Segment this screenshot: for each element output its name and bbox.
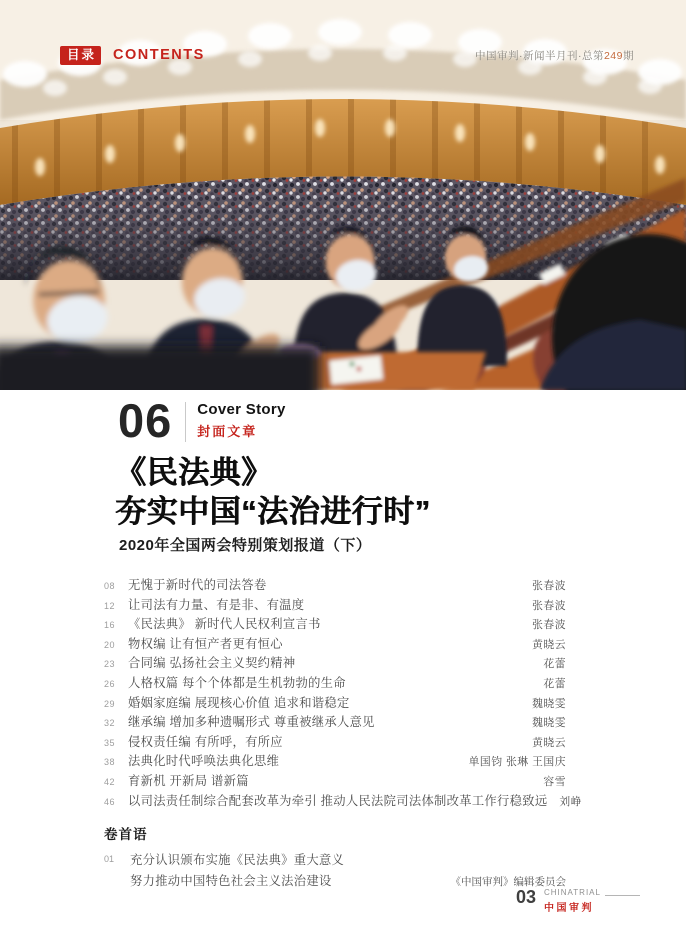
preface-page: 01 <box>104 854 115 864</box>
page-footer <box>516 888 640 914</box>
article-page: 26 <box>104 678 116 689</box>
article-page: 35 <box>104 737 116 748</box>
article-page: 32 <box>104 718 116 729</box>
article-row <box>104 712 566 732</box>
issue-info <box>475 48 634 63</box>
cover-story-label-en: Cover Story <box>197 401 286 418</box>
cover-story-title-line2: 夯实中国“法治进行时” <box>115 494 431 530</box>
article-row <box>104 575 566 595</box>
article-author: 花蕾 <box>543 677 566 690</box>
article-title: 《民法典》 新时代人民权利宣言书 <box>128 617 321 632</box>
cover-story-subtitle: 2020年全国两会特别策划报道（下） <box>119 537 372 554</box>
folio-page-number: 03 <box>515 887 536 907</box>
article-title: 以司法责任制综合配套改革为牵引 推动人民法院司法体制改革工作行稳致远 <box>128 793 548 808</box>
article-title: 无愧于新时代的司法答卷 <box>128 578 267 592</box>
article-author: 黄晓云 <box>532 736 566 749</box>
contents-label: CONTENTS <box>113 47 205 63</box>
article-author: 魏晓雯 <box>532 697 566 710</box>
brand-block <box>544 888 640 914</box>
article-title: 继承编 增加多种遗嘱形式 尊重被继承人意见 <box>128 715 375 730</box>
brand-rule <box>605 895 640 896</box>
issue-info-suffix: 期 <box>623 49 634 62</box>
article-row <box>104 653 566 673</box>
article-title: 合同编 弘扬社会主义契约精神 <box>128 656 296 671</box>
article-row <box>104 791 583 811</box>
cover-story-title-line1: 《民法典》 <box>115 455 273 490</box>
article-list <box>104 575 583 810</box>
article-author: 魏晓雯 <box>532 717 566 730</box>
article-row <box>104 634 566 654</box>
article-row <box>104 673 566 693</box>
article-row <box>104 693 566 713</box>
article-row <box>104 771 566 791</box>
article-page: 42 <box>104 776 116 787</box>
article-row <box>104 614 566 634</box>
cover-story-label-cn: 封面文章 <box>197 424 258 439</box>
preface-title-line1: 充分认识颁布实施《民法典》重大意义 <box>130 853 345 867</box>
preface-section-title: 卷首语 <box>104 827 148 842</box>
article-row <box>104 732 566 752</box>
article-author: 容雪 <box>543 775 566 788</box>
article-page: 29 <box>104 698 116 709</box>
preface-title-line2: 努力推动中国特色社会主义法治建设 <box>130 873 332 888</box>
article-title: 婚姻家庭编 展现核心价值 追求和谐稳定 <box>128 695 350 710</box>
article-title: 人格权篇 每个个体都是生机勃勃的生命 <box>128 675 346 690</box>
page-header <box>60 44 634 66</box>
brand-name-cn: 中国审判 <box>544 903 594 914</box>
cover-story-page-number: 06 <box>118 394 173 447</box>
article-page: 46 <box>104 796 116 807</box>
article-author: 刘峥 <box>559 795 583 808</box>
article-page: 20 <box>104 639 116 650</box>
issue-info-prefix: 中国审判·新闻半月刊·总第 <box>474 49 604 62</box>
cover-story-block <box>118 394 286 447</box>
article-title: 物权编 让有恒产者更有恒心 <box>128 636 283 651</box>
article-row <box>104 595 566 615</box>
vertical-divider <box>185 402 186 442</box>
article-title: 法典化时代呼唤法典化思维 <box>128 754 280 769</box>
article-author: 张春波 <box>532 580 566 592</box>
article-row <box>104 751 566 771</box>
article-page: 16 <box>104 620 116 631</box>
toc-label: 目录 <box>60 46 101 65</box>
article-title: 让司法有力量、有是非、有温度 <box>128 597 305 612</box>
article-title: 育新机 开新局 谱新篇 <box>128 773 249 788</box>
article-title: 侵权责任编 有所呼，有所应 <box>128 734 283 749</box>
article-author: 张春波 <box>532 599 566 612</box>
preface-author: 《中国审判》编辑委员会 <box>450 876 566 888</box>
preface-section <box>104 823 566 891</box>
preface-entry <box>104 850 566 891</box>
article-page: 08 <box>104 581 116 591</box>
article-author: 花蕾 <box>543 658 566 671</box>
article-page: 38 <box>104 757 116 768</box>
brand-name-en: CHINATRIAL <box>544 888 601 897</box>
article-author: 黄晓云 <box>532 638 566 651</box>
article-author: 张春波 <box>532 619 566 632</box>
cover-story-title <box>115 453 595 531</box>
article-author: 单国钧 张琳 王国庆 <box>468 756 566 769</box>
article-page: 23 <box>104 659 116 670</box>
article-page: 12 <box>104 600 116 611</box>
issue-number: 249 <box>603 49 623 62</box>
